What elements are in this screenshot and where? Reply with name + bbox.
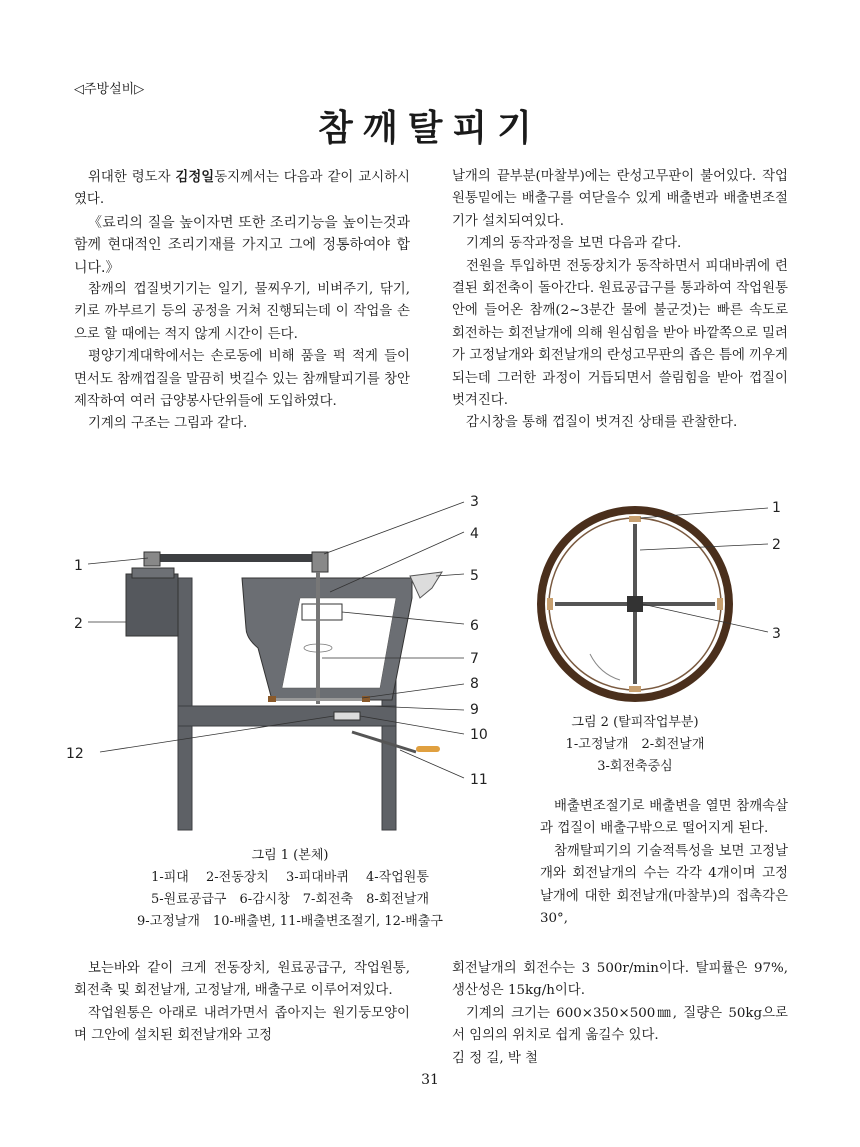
figure-1-legend-line-3: 9-고정날개 10-배출변, 11-배출변조절기, 12-배출구 xyxy=(137,914,443,929)
fig1-label-4: 4 xyxy=(470,526,479,542)
rotation-direction-arrow xyxy=(590,654,620,680)
intro-lead: 위대한 령도자 xyxy=(88,170,176,185)
paragraph-rpm: 회전날개의 회전수는 3 500r/min이다. 탈피률은 97%, 생산성은 15kg/h이다. xyxy=(452,961,788,999)
rotation-shaft xyxy=(316,572,320,704)
paragraph-drum-shape: 작업원통은 아래로 내려가면서 좁아지는 원기둥모양이며 그안에 설치된 회전날개와 고정 xyxy=(74,1005,410,1044)
fig1-label-2: 2 xyxy=(74,616,83,632)
paragraph-structure: 기계의 구조는 그림과 같다. xyxy=(88,416,248,432)
paragraph-discharge: 배출변조절기로 배출변을 열면 참깨속살과 껍질이 배출구밖으로 떨어지게 된다. xyxy=(540,799,788,837)
fig1-label-11: 11 xyxy=(470,772,488,788)
paragraph-observe: 감시창을 통해 껍질이 벗겨진 상태를 관찰한다. xyxy=(466,415,738,431)
paragraph-rubber: 날개의 끝부분(마찰부)에는 란성고무판이 불어있다. 작업원통밑에는 배출구를 여닫을수 있게 배출변과 배출변조절기가 설치되여있다. xyxy=(452,169,788,229)
fig1-label-9: 9 xyxy=(470,702,479,718)
bottom-left-column xyxy=(74,958,410,1048)
pulley-left xyxy=(144,552,160,566)
belt xyxy=(150,554,320,562)
quote-paragraph: 《료리의 질을 높이자면 또한 조리기능을 높이는것과 함께 현대적인 조리기재를 가지고 그에 정통하여야 합니다.》 xyxy=(74,214,410,276)
drive-unit xyxy=(126,574,178,636)
figure-2-legend-line-1: 1-고정날개 2-회전날개 xyxy=(565,737,705,752)
valve-handle xyxy=(416,746,440,752)
figure-1-legend-line-1: 1-피대 2-전동장치 3-피대바퀴 4-작업원통 xyxy=(151,870,429,885)
paragraph-university: 평양기계대학에서는 손로동에 비해 품을 퍽 적게 들이면서도 참깨껍질을 말끔히 벗길수 있는 참깨탈피기를 창안제작하여 여러 급양봉사단위들에 도입하였다. xyxy=(74,349,410,410)
fig1-label-8: 8 xyxy=(470,676,479,692)
fig1-label-6: 6 xyxy=(470,618,479,634)
rotor-blade xyxy=(276,698,362,701)
discharge-valve xyxy=(334,712,360,720)
intro-rest: 동지께서는 다음과 같이 교시하시였다. xyxy=(74,170,410,208)
paragraph-composition: 보는바와 같이 크게 전동장치, 원료공급구, 작업원통, 회전축 및 회전날개, 고정날개, 배출구로 이루어져있다. xyxy=(74,961,410,999)
paragraph-operation-intro: 기계의 동작과정을 보면 다음과 같다. xyxy=(466,236,682,252)
figure-2-legend-line-2: 3-회전축중심 xyxy=(597,759,673,774)
fig1-label-10: 10 xyxy=(470,727,488,743)
author-signature: 김 정 길, 박 철 xyxy=(452,1050,538,1066)
fig2-label-1: 1 xyxy=(772,500,781,516)
figure-2-caption-block xyxy=(530,712,740,778)
fixed-blade-left xyxy=(268,696,276,702)
fig2-label-2: 2 xyxy=(772,537,781,553)
rotation-center xyxy=(627,596,643,612)
paragraph-operation: 전원을 투입하면 전동장치가 동작하면서 피대바퀴에 련결된 회전축이 돌아간다. 원료공급구를 통과하여 작업원통안에 들어온 참깨(2~3분간 물에 불군것)는 빠른 속도로 회전하는 회전날개에 의해 원심힘을 받아 바깥쪽으로 밀려가 고정날개와 회전날개의 란성고무판의 좁은 틈에 끼우게 되는데 그러한 과정이 거듭되면서 쓸림힘을 받아 껍질이 벗겨진다. xyxy=(452,258,788,409)
figure-2-caption: 그림 2 (탈피작업부분) xyxy=(571,715,699,730)
fig1-label-5: 5 xyxy=(470,568,479,584)
fig2-label-3: 3 xyxy=(772,626,781,642)
intro-paragraph xyxy=(74,166,410,212)
fig1-label-3: 3 xyxy=(470,494,479,510)
fig1-label-7: 7 xyxy=(470,651,479,667)
fig1-label-12: 12 xyxy=(66,746,84,762)
paragraph-size: 기계의 크기는 600×350×500㎜, 질량은 50kg으로서 임의의 위치로 쉽게 옮길수 있다. xyxy=(452,1005,788,1044)
figure-2-diagram xyxy=(530,494,800,704)
leader-name: 김정일 xyxy=(175,169,215,185)
figure-1-caption-block xyxy=(80,845,500,933)
left-column xyxy=(74,166,410,436)
paragraph-process: 참깨의 껍질벗기기는 일기, 물찌우기, 비벼주기, 닦기, 키로 까부르기 등의 공정을 거쳐 진행되는데 이 작업을 손으로 할 때에는 적지 않게 시간이 든다. xyxy=(74,282,410,342)
fig1-label-1: 1 xyxy=(74,558,83,574)
drive-motor xyxy=(132,568,174,578)
pulley-right xyxy=(312,552,328,572)
inspection-window xyxy=(302,604,342,620)
paragraph-specs: 참깨탈피기의 기술적특성을 보면 고정날개와 회전날개의 수는 각각 4개이며 고정날개에 대한 회전날개(마찰부)의 접촉각은 30°, xyxy=(540,843,788,927)
figure-1-legend-line-2: 5-원료공급구 6-감시창 7-회전축 8-회전날개 xyxy=(150,892,430,907)
bottom-right-column xyxy=(452,958,788,1070)
right-column xyxy=(452,166,788,435)
article-title: 참깨탈피기 xyxy=(318,108,542,149)
lower-right-column xyxy=(540,796,788,930)
fig2-leader-lines xyxy=(640,508,768,632)
figure-1-diagram xyxy=(60,488,500,836)
figure-1-caption: 그림 1 (본체) xyxy=(251,848,329,863)
page-number: 31 xyxy=(421,1072,439,1088)
section-label: ◁주방설비▷ xyxy=(74,82,145,97)
